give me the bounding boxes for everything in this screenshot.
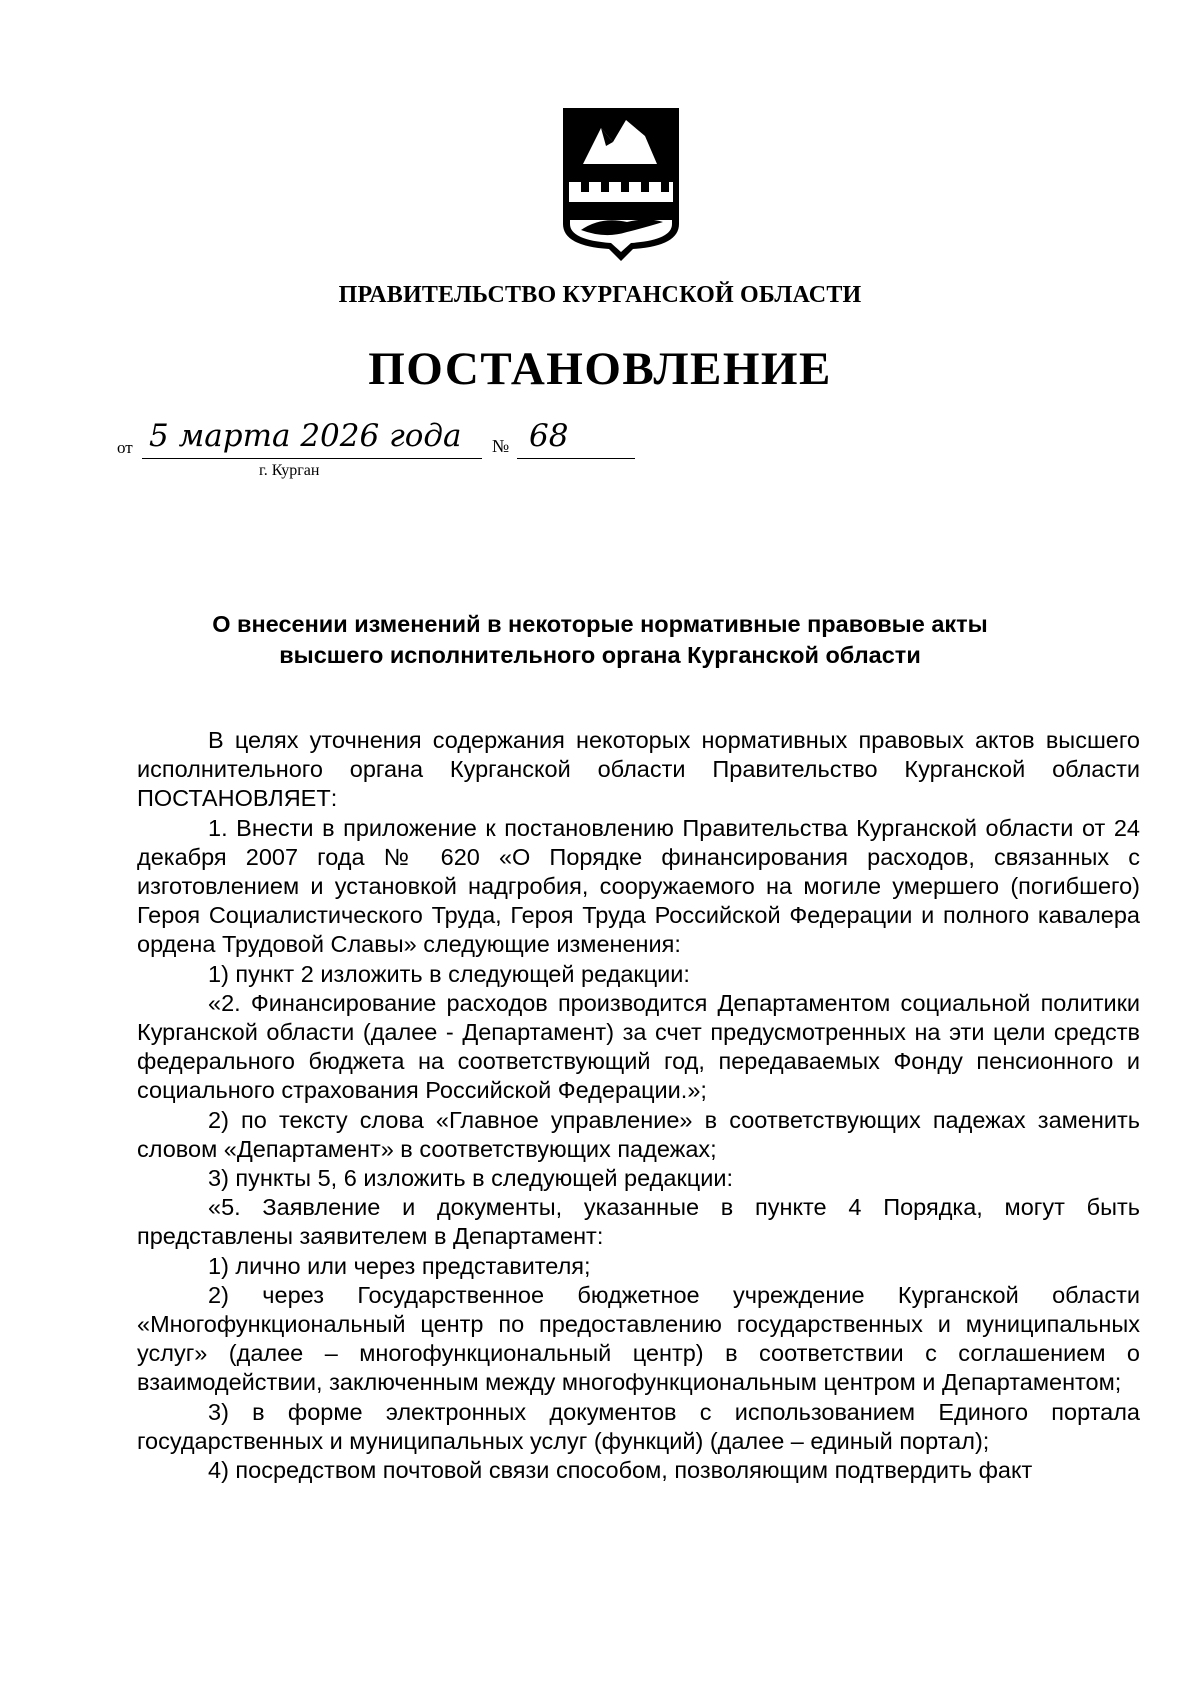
date-underline: [142, 458, 482, 459]
city-label: г. Курган: [259, 462, 320, 479]
date-number-row: [117, 418, 637, 478]
body-paragraph: 1) пункт 2 изложить в следующей редакции:: [208, 960, 690, 987]
body-paragraph: 3) пункты 5, 6 изложить в следующей редакции:: [208, 1165, 733, 1192]
body-paragraph: 2) через Государственное бюджетное учреждение Курганской области «Многофункциональный центр по предоставлению государственных и муниципальных услуг» (далее – многофункциональный центр) в соответствии с соглашением о взаимодействии, заключенным между многофункциональным центром и Департаментом;: [137, 1281, 1140, 1396]
body-paragraph: «2. Финансирование расходов производится Департаментом социальной политики Курганской области (далее - Департамент) за счет предусмотренных на эти цели средств федерального бюджета на соответствующий год, передаваемых Фонду пенсионного и социального страхования Российской Федерации.»;: [137, 989, 1140, 1104]
body-paragraph: 3) в форме электронных документов с использованием Единого портала государственных и муниципальных услуг (функций) (далее – единый портал);: [137, 1398, 1140, 1454]
body-paragraph: В целях уточнения содержания некоторых нормативных правовых актов высшего исполнительного органа Курганской области Правительство Курганской области ПОСТАНОВЛЯЕТ:: [137, 727, 1140, 812]
number-label: №: [492, 436, 510, 456]
handwritten-number: 68: [529, 418, 569, 454]
body-paragraph: 4) посредством почтовой связи способом, позволяющим подтвердить факт: [208, 1457, 1033, 1484]
body-paragraph: 2) по тексту слова «Главное управление» в соответствующих падежах заменить словом «Департамент» в соответствующих падежах;: [137, 1106, 1140, 1162]
body-paragraph: 1. Внести в приложение к постановлению Правительства Курганской области от 24 декабря 2007 года № 620 «О Порядке финансирования расходов, связанных с изготовлением и установкой надгробия, сооружаемого на могиле умершего (погибшего) Героя Социалистического Труда, Героя Труда Российской Федерации и полного кавалера ордена Трудовой Славы» следующие изменения:: [137, 814, 1140, 958]
body-paragraph: «5. Заявление и документы, указанные в пункте 4 Порядка, могут быть представлены заявителем в Департамент:: [137, 1194, 1140, 1250]
subject-line: высшего исполнительного органа Курганской области: [279, 642, 921, 668]
document-type-title: ПОСТАНОВЛЕНИЕ: [368, 343, 832, 395]
number-underline: [517, 458, 635, 459]
document-body: [137, 726, 1140, 1485]
body-paragraph: 1) лично или через представителя;: [208, 1252, 591, 1279]
date-prefix-label: от: [117, 438, 133, 457]
coat-of-arms-icon: [561, 106, 681, 261]
government-name: ПРАВИТЕЛЬСТВО КУРГАНСКОЙ ОБЛАСТИ: [338, 282, 862, 308]
subject-line: О внесении изменений в некоторые нормативные правовые акты: [212, 611, 988, 637]
document-subject: [140, 609, 1060, 671]
handwritten-date: 5 марта 2026 года: [149, 418, 462, 454]
